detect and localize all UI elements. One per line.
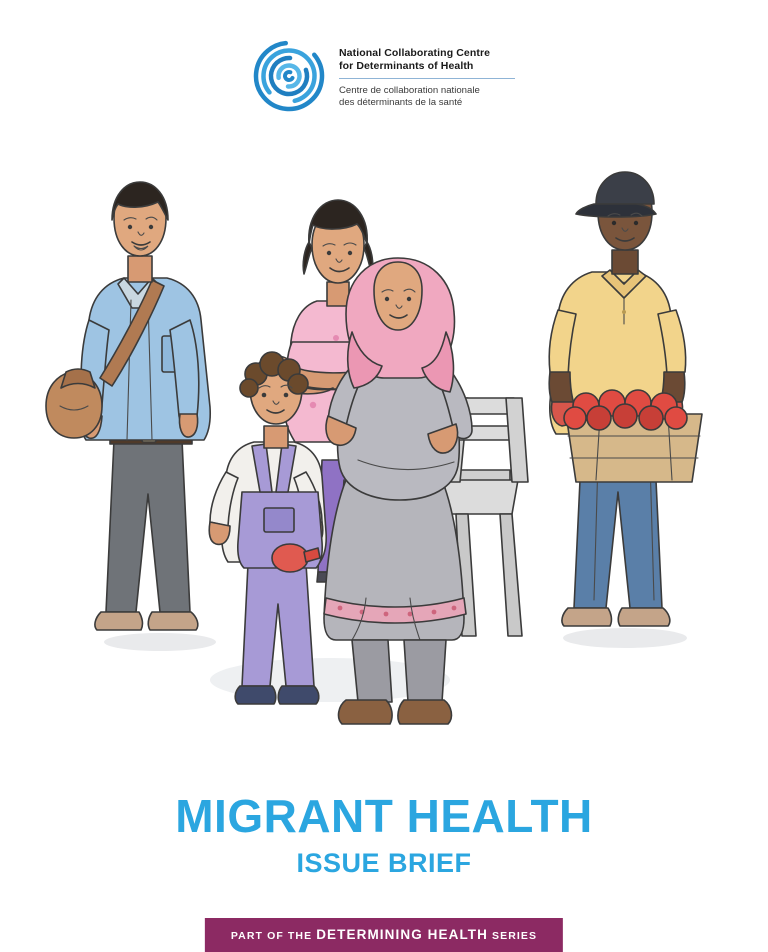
series-banner — [205, 918, 563, 952]
organization-name-fr-line1: Centre de collaboration nationale — [339, 85, 480, 96]
cover-title-block — [0, 792, 768, 878]
organization-logo-block — [253, 40, 515, 112]
organization-name — [339, 40, 515, 109]
page-subtitle: ISSUE BRIEF — [296, 848, 472, 878]
organization-name-fr-line2: des déterminants de la santé — [339, 97, 463, 108]
logo-divider — [339, 78, 515, 79]
organization-name-en-line1: National Collaborating Centre — [339, 47, 491, 59]
figure-farm-worker-with-apple-crate — [549, 172, 702, 626]
series-banner-suffix: SERIES — [488, 930, 538, 942]
cover-header — [0, 40, 768, 112]
page-title: MIGRANT HEALTH — [175, 790, 593, 842]
cover-illustration — [0, 160, 768, 780]
figure-man-with-shoulder-bag — [46, 182, 210, 630]
series-banner-prefix: PART OF THE — [230, 930, 317, 942]
concentric-swirl-logo-icon — [253, 40, 325, 112]
organization-name-en-line2: for Determinants of Health — [339, 59, 474, 72]
series-banner-name: DETERMINING HEALTH — [316, 927, 488, 942]
